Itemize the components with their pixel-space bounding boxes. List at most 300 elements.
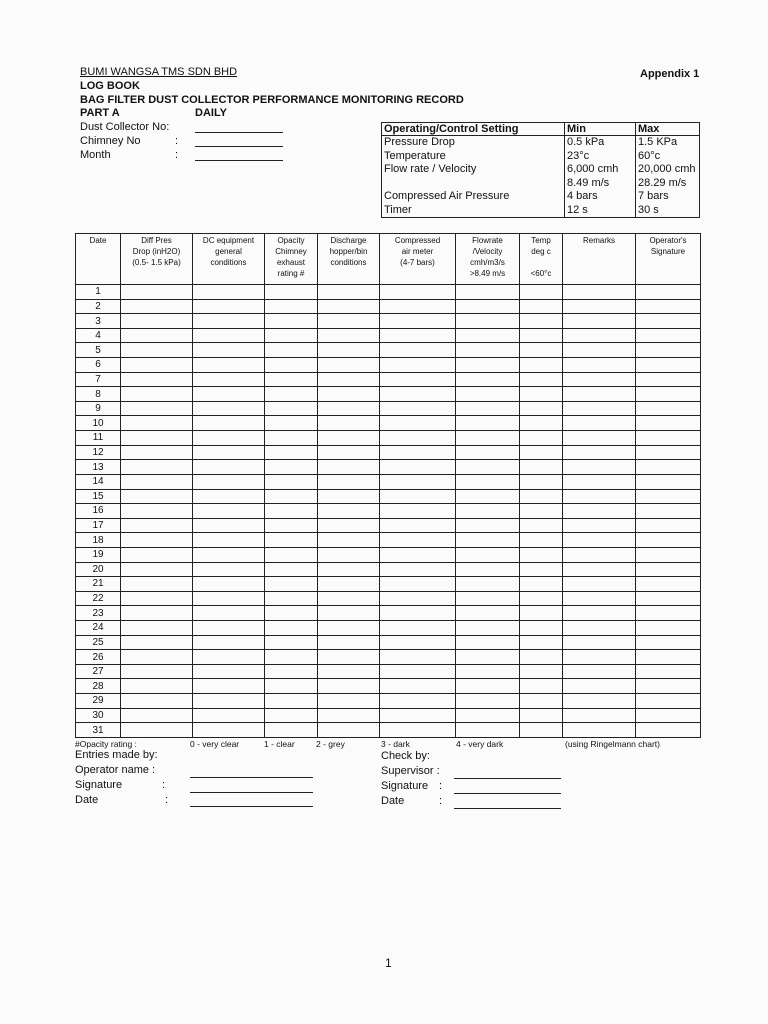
log-entry-cell[interactable]: [636, 591, 701, 606]
log-entry-cell[interactable]: [193, 489, 265, 504]
log-entry-cell[interactable]: [456, 285, 520, 300]
log-entry-cell[interactable]: [193, 664, 265, 679]
log-entry-cell[interactable]: [380, 343, 456, 358]
log-entry-cell[interactable]: [520, 474, 563, 489]
log-entry-cell[interactable]: [265, 664, 318, 679]
log-entry-cell[interactable]: [265, 401, 318, 416]
log-entry-cell[interactable]: [318, 518, 380, 533]
log-entry-cell[interactable]: [563, 489, 636, 504]
log-entry-cell[interactable]: [456, 460, 520, 475]
log-entry-cell[interactable]: [265, 387, 318, 402]
log-entry-cell[interactable]: [456, 723, 520, 738]
log-entry-cell[interactable]: [265, 650, 318, 665]
log-entry-cell[interactable]: [318, 504, 380, 519]
log-entry-cell[interactable]: [636, 474, 701, 489]
log-entry-cell[interactable]: [265, 299, 318, 314]
log-entry-cell[interactable]: [193, 460, 265, 475]
log-entry-cell[interactable]: [456, 533, 520, 548]
log-entry-cell[interactable]: [520, 445, 563, 460]
log-entry-cell[interactable]: [121, 504, 193, 519]
log-entry-cell[interactable]: [121, 694, 193, 709]
log-entry-cell[interactable]: [121, 533, 193, 548]
operator-name-label: Operator name :: [75, 764, 156, 776]
log-entry-cell[interactable]: [636, 328, 701, 343]
log-entry-cell[interactable]: [318, 650, 380, 665]
log-entry-cell[interactable]: [380, 547, 456, 562]
log-entry-cell[interactable]: [380, 562, 456, 577]
log-entry-cell[interactable]: [456, 445, 520, 460]
log-entry-cell[interactable]: [265, 679, 318, 694]
entries-signature-field[interactable]: [190, 792, 313, 793]
log-entry-cell[interactable]: [265, 708, 318, 723]
log-entry-cell[interactable]: [121, 343, 193, 358]
log-entry-cell[interactable]: [318, 328, 380, 343]
log-entry-cell[interactable]: [318, 416, 380, 431]
log-entry-cell[interactable]: [193, 387, 265, 402]
log-entry-cell[interactable]: [121, 518, 193, 533]
log-entry-cell[interactable]: [193, 562, 265, 577]
log-entry-cell[interactable]: [380, 606, 456, 621]
log-entry-cell[interactable]: [456, 547, 520, 562]
log-entry-cell[interactable]: [193, 445, 265, 460]
log-entry-cell[interactable]: [520, 679, 563, 694]
supervisor-field[interactable]: [454, 778, 561, 779]
log-header-text: Chimney: [275, 247, 307, 256]
log-entry-cell[interactable]: [121, 708, 193, 723]
log-entry-cell[interactable]: [520, 606, 563, 621]
log-entry-cell[interactable]: [520, 577, 563, 592]
log-entry-cell[interactable]: [563, 431, 636, 446]
log-entry-cell[interactable]: [520, 518, 563, 533]
log-entry-cell[interactable]: [563, 562, 636, 577]
log-entry-cell[interactable]: [318, 460, 380, 475]
log-entry-cell[interactable]: [636, 372, 701, 387]
log-entry-cell[interactable]: [318, 445, 380, 460]
log-entry-cell[interactable]: [563, 650, 636, 665]
log-entry-cell[interactable]: [193, 504, 265, 519]
log-entry-cell[interactable]: [456, 635, 520, 650]
log-entry-cell[interactable]: [380, 664, 456, 679]
log-entry-cell[interactable]: [520, 299, 563, 314]
log-entry-cell[interactable]: [636, 299, 701, 314]
log-entry-cell[interactable]: [265, 723, 318, 738]
log-entry-cell[interactable]: [265, 431, 318, 446]
log-entry-cell[interactable]: [121, 445, 193, 460]
log-entry-cell[interactable]: [563, 708, 636, 723]
log-entry-cell[interactable]: [456, 664, 520, 679]
log-entry-cell[interactable]: [121, 358, 193, 373]
log-entry-cell[interactable]: [456, 358, 520, 373]
log-entry-cell[interactable]: [636, 445, 701, 460]
chimney-label: Chimney No: [80, 135, 141, 147]
table-row: [76, 533, 701, 548]
log-header-text: Operator's: [649, 236, 687, 245]
log-entry-cell[interactable]: [193, 431, 265, 446]
log-entry-cell[interactable]: [318, 343, 380, 358]
log-entry-cell[interactable]: [121, 650, 193, 665]
log-entry-cell[interactable]: [265, 547, 318, 562]
log-entry-cell[interactable]: [520, 401, 563, 416]
log-entry-cell[interactable]: [121, 489, 193, 504]
log-entry-cell[interactable]: [456, 650, 520, 665]
log-entry-cell[interactable]: [636, 343, 701, 358]
log-entry-cell[interactable]: [636, 460, 701, 475]
log-entry-cell[interactable]: [520, 504, 563, 519]
log-entry-cell[interactable]: [520, 416, 563, 431]
log-entry-cell[interactable]: [636, 664, 701, 679]
log-entry-cell[interactable]: [636, 533, 701, 548]
log-entry-cell[interactable]: [318, 591, 380, 606]
log-entry-cell[interactable]: [193, 401, 265, 416]
log-entry-cell[interactable]: [193, 358, 265, 373]
log-entry-cell[interactable]: [318, 621, 380, 636]
log-entry-cell[interactable]: [563, 416, 636, 431]
log-entry-cell[interactable]: [193, 416, 265, 431]
log-entry-cell[interactable]: [456, 387, 520, 402]
log-entry-cell[interactable]: [456, 562, 520, 577]
log-entry-cell[interactable]: [318, 664, 380, 679]
log-entry-cell[interactable]: [563, 328, 636, 343]
log-entry-cell[interactable]: [520, 694, 563, 709]
log-entry-cell[interactable]: [520, 562, 563, 577]
log-entry-cell[interactable]: [563, 547, 636, 562]
log-entry-cell[interactable]: [520, 372, 563, 387]
log-entry-cell[interactable]: [193, 314, 265, 329]
check-signature-label: Signature: [381, 780, 429, 792]
log-entry-cell[interactable]: [520, 533, 563, 548]
log-entry-cell[interactable]: [456, 401, 520, 416]
log-entry-cell[interactable]: [318, 694, 380, 709]
log-entry-cell[interactable]: [380, 635, 456, 650]
log-entry-cell[interactable]: [121, 372, 193, 387]
log-entry-cell[interactable]: [380, 358, 456, 373]
log-entry-cell[interactable]: [265, 328, 318, 343]
log-entry-cell[interactable]: [380, 474, 456, 489]
log-entry-cell[interactable]: [636, 504, 701, 519]
log-entry-cell[interactable]: [121, 387, 193, 402]
log-entry-cell[interactable]: [318, 547, 380, 562]
log-entry-cell[interactable]: [121, 299, 193, 314]
log-entry-cell[interactable]: [563, 591, 636, 606]
log-entry-cell[interactable]: [380, 489, 456, 504]
log-entry-cell[interactable]: [563, 387, 636, 402]
log-entry-cell[interactable]: [265, 343, 318, 358]
log-header-text: conditions: [210, 258, 247, 267]
log-entry-cell[interactable]: [265, 489, 318, 504]
log-entry-cell[interactable]: [318, 562, 380, 577]
log-entry-cell[interactable]: [380, 621, 456, 636]
log-entry-cell[interactable]: [636, 431, 701, 446]
log-entry-cell[interactable]: [456, 577, 520, 592]
log-entry-cell[interactable]: [563, 474, 636, 489]
log-entry-cell[interactable]: [520, 460, 563, 475]
check-date-field[interactable]: [454, 808, 561, 809]
log-entry-cell[interactable]: [193, 577, 265, 592]
log-entry-cell[interactable]: [265, 591, 318, 606]
log-entry-cell[interactable]: [318, 577, 380, 592]
log-entry-cell[interactable]: [456, 299, 520, 314]
chimney-field[interactable]: [195, 146, 283, 147]
month-label: Month: [80, 149, 111, 161]
log-entry-cell[interactable]: [380, 708, 456, 723]
log-entry-cell[interactable]: [318, 285, 380, 300]
log-entry-cell[interactable]: [265, 358, 318, 373]
log-entry-cell[interactable]: [193, 723, 265, 738]
log-entry-cell[interactable]: [636, 650, 701, 665]
log-entry-cell[interactable]: [563, 621, 636, 636]
log-entry-cell[interactable]: [636, 387, 701, 402]
dust-collector-field[interactable]: [195, 132, 283, 133]
log-entry-cell[interactable]: [456, 606, 520, 621]
log-entry-cell[interactable]: [121, 285, 193, 300]
log-entry-cell[interactable]: [563, 299, 636, 314]
log-entry-cell[interactable]: [520, 635, 563, 650]
log-entry-cell[interactable]: [563, 445, 636, 460]
log-entry-cell[interactable]: [636, 285, 701, 300]
log-entry-cell[interactable]: [380, 445, 456, 460]
log-entry-cell[interactable]: [121, 328, 193, 343]
log-entry-cell[interactable]: [456, 416, 520, 431]
log-entry-cell[interactable]: [193, 694, 265, 709]
log-entry-cell[interactable]: [265, 372, 318, 387]
log-entry-cell[interactable]: [563, 664, 636, 679]
log-entry-cell[interactable]: [265, 474, 318, 489]
log-entry-cell[interactable]: [193, 518, 265, 533]
log-entry-cell[interactable]: [456, 679, 520, 694]
log-entry-cell[interactable]: [193, 635, 265, 650]
log-entry-cell[interactable]: [520, 358, 563, 373]
log-entry-cell[interactable]: [563, 533, 636, 548]
log-entry-cell[interactable]: [265, 635, 318, 650]
log-entry-cell[interactable]: [456, 621, 520, 636]
log-entry-cell[interactable]: [265, 621, 318, 636]
log-entry-cell[interactable]: [456, 314, 520, 329]
log-entry-cell[interactable]: [193, 474, 265, 489]
log-entry-cell[interactable]: [563, 518, 636, 533]
log-entry-cell[interactable]: [193, 343, 265, 358]
log-entry-cell[interactable]: [121, 460, 193, 475]
log-entry-cell[interactable]: [318, 314, 380, 329]
log-entry-cell[interactable]: [318, 299, 380, 314]
log-entry-cell[interactable]: [456, 504, 520, 519]
log-entry-cell[interactable]: [636, 401, 701, 416]
log-entry-cell[interactable]: [380, 372, 456, 387]
log-entry-cell[interactable]: [636, 489, 701, 504]
log-entry-cell[interactable]: [520, 621, 563, 636]
log-entry-cell[interactable]: [380, 285, 456, 300]
log-entry-cell[interactable]: [121, 621, 193, 636]
log-entry-cell[interactable]: [318, 358, 380, 373]
log-entry-cell[interactable]: [380, 679, 456, 694]
log-entry-cell[interactable]: [265, 518, 318, 533]
log-entry-cell[interactable]: [563, 401, 636, 416]
log-entry-cell[interactable]: [318, 635, 380, 650]
log-entry-cell[interactable]: [121, 562, 193, 577]
log-entry-cell[interactable]: [380, 401, 456, 416]
log-entry-cell[interactable]: [265, 504, 318, 519]
log-entry-cell[interactable]: [193, 285, 265, 300]
log-entry-cell[interactable]: [380, 416, 456, 431]
log-entry-cell[interactable]: [636, 577, 701, 592]
log-entry-cell[interactable]: [456, 591, 520, 606]
log-entry-cell[interactable]: [318, 431, 380, 446]
log-entry-cell[interactable]: [520, 708, 563, 723]
check-signature-field[interactable]: [454, 793, 561, 794]
log-entry-cell[interactable]: [380, 431, 456, 446]
log-entry-cell[interactable]: [121, 577, 193, 592]
log-entry-cell[interactable]: [380, 533, 456, 548]
log-entry-cell[interactable]: [318, 679, 380, 694]
log-entry-cell[interactable]: [456, 372, 520, 387]
log-entry-cell[interactable]: [563, 577, 636, 592]
log-entry-cell[interactable]: [121, 431, 193, 446]
log-entry-cell[interactable]: [520, 650, 563, 665]
log-entry-cell[interactable]: [193, 591, 265, 606]
log-entry-cell[interactable]: [520, 591, 563, 606]
log-entry-cell[interactable]: [380, 577, 456, 592]
log-entry-cell[interactable]: [636, 547, 701, 562]
log-entry-cell[interactable]: [265, 533, 318, 548]
log-entry-cell[interactable]: [563, 285, 636, 300]
log-entry-cell[interactable]: [520, 387, 563, 402]
log-entry-cell[interactable]: [121, 635, 193, 650]
log-entry-cell[interactable]: [636, 679, 701, 694]
log-entry-cell[interactable]: [121, 401, 193, 416]
log-entry-cell[interactable]: [636, 606, 701, 621]
log-entry-cell[interactable]: [121, 679, 193, 694]
day-number: 24: [76, 621, 121, 636]
day-number: 16: [76, 504, 121, 519]
log-entry-cell[interactable]: [636, 621, 701, 636]
log-entry-cell[interactable]: [520, 489, 563, 504]
log-entry-cell[interactable]: [520, 664, 563, 679]
log-entry-cell[interactable]: [520, 723, 563, 738]
log-entry-cell[interactable]: [380, 460, 456, 475]
log-entry-cell[interactable]: [121, 723, 193, 738]
log-entry-cell[interactable]: [520, 285, 563, 300]
log-entry-cell[interactable]: [636, 358, 701, 373]
log-entry-cell[interactable]: [563, 460, 636, 475]
log-entry-cell[interactable]: [193, 328, 265, 343]
log-entry-cell[interactable]: [563, 372, 636, 387]
log-entry-cell[interactable]: [318, 474, 380, 489]
log-entry-cell[interactable]: [193, 606, 265, 621]
log-entry-cell[interactable]: [193, 679, 265, 694]
log-entry-cell[interactable]: [265, 314, 318, 329]
log-entry-cell[interactable]: [563, 358, 636, 373]
log-entry-cell[interactable]: [318, 387, 380, 402]
log-entry-cell[interactable]: [193, 708, 265, 723]
entries-date-field[interactable]: [190, 806, 313, 807]
log-entry-cell[interactable]: [380, 591, 456, 606]
log-entry-cell[interactable]: [563, 694, 636, 709]
log-entry-cell[interactable]: [456, 518, 520, 533]
log-entry-cell[interactable]: [636, 562, 701, 577]
log-entry-cell[interactable]: [318, 723, 380, 738]
log-entry-cell[interactable]: [265, 606, 318, 621]
log-entry-cell[interactable]: [318, 372, 380, 387]
log-entry-cell[interactable]: [563, 343, 636, 358]
log-entry-cell[interactable]: [563, 723, 636, 738]
log-entry-cell[interactable]: [636, 708, 701, 723]
log-entry-cell[interactable]: [520, 431, 563, 446]
log-entry-cell[interactable]: [193, 547, 265, 562]
log-entry-cell[interactable]: [193, 533, 265, 548]
log-entry-cell[interactable]: [193, 372, 265, 387]
log-entry-cell[interactable]: [318, 606, 380, 621]
log-header-text: Diff Pres: [141, 236, 172, 245]
log-entry-cell[interactable]: [318, 401, 380, 416]
log-entry-cell[interactable]: [636, 635, 701, 650]
log-entry-cell[interactable]: [563, 314, 636, 329]
log-entry-cell[interactable]: [520, 547, 563, 562]
month-field[interactable]: [195, 160, 283, 161]
log-entry-cell[interactable]: [563, 635, 636, 650]
log-entry-cell[interactable]: [265, 285, 318, 300]
log-entry-cell[interactable]: [520, 328, 563, 343]
log-entry-cell[interactable]: [193, 621, 265, 636]
log-entry-cell[interactable]: [380, 299, 456, 314]
log-entry-cell[interactable]: [121, 416, 193, 431]
log-entry-cell[interactable]: [265, 460, 318, 475]
operator-name-field[interactable]: [190, 777, 313, 778]
log-entry-cell[interactable]: [636, 694, 701, 709]
log-entry-cell[interactable]: [456, 474, 520, 489]
log-entry-cell[interactable]: [380, 694, 456, 709]
log-entry-cell[interactable]: [520, 343, 563, 358]
log-entry-cell[interactable]: [636, 314, 701, 329]
log-entry-cell[interactable]: [563, 504, 636, 519]
log-entry-cell[interactable]: [265, 562, 318, 577]
log-entry-cell[interactable]: [456, 328, 520, 343]
log-entry-cell[interactable]: [121, 314, 193, 329]
log-entry-cell[interactable]: [456, 708, 520, 723]
log-entry-cell[interactable]: [265, 445, 318, 460]
log-entry-cell[interactable]: [121, 664, 193, 679]
log-entry-cell[interactable]: [318, 489, 380, 504]
log-entry-cell[interactable]: [456, 431, 520, 446]
log-entry-cell[interactable]: [193, 650, 265, 665]
log-entry-cell[interactable]: [636, 723, 701, 738]
table-row: [76, 489, 701, 504]
log-entry-cell[interactable]: [380, 387, 456, 402]
log-entry-cell[interactable]: [636, 518, 701, 533]
log-entry-cell[interactable]: [121, 547, 193, 562]
log-entry-cell[interactable]: [380, 518, 456, 533]
log-entry-cell[interactable]: [265, 416, 318, 431]
log-entry-cell[interactable]: [380, 504, 456, 519]
log-entry-cell[interactable]: [563, 606, 636, 621]
log-entry-cell[interactable]: [456, 694, 520, 709]
log-entry-cell[interactable]: [193, 299, 265, 314]
log-entry-cell[interactable]: [380, 328, 456, 343]
log-entry-cell[interactable]: [520, 314, 563, 329]
log-entry-cell[interactable]: [380, 314, 456, 329]
log-entry-cell[interactable]: [380, 650, 456, 665]
log-entry-cell[interactable]: [318, 533, 380, 548]
log-entry-cell[interactable]: [121, 591, 193, 606]
log-entry-cell[interactable]: [380, 723, 456, 738]
log-entry-cell[interactable]: [121, 474, 193, 489]
log-entry-cell[interactable]: [265, 694, 318, 709]
log-entry-cell[interactable]: [318, 708, 380, 723]
log-entry-cell[interactable]: [265, 577, 318, 592]
log-entry-cell[interactable]: [456, 489, 520, 504]
log-entry-cell[interactable]: [636, 416, 701, 431]
log-entry-cell[interactable]: [563, 679, 636, 694]
log-entry-cell[interactable]: [121, 606, 193, 621]
log-entry-cell[interactable]: [456, 343, 520, 358]
